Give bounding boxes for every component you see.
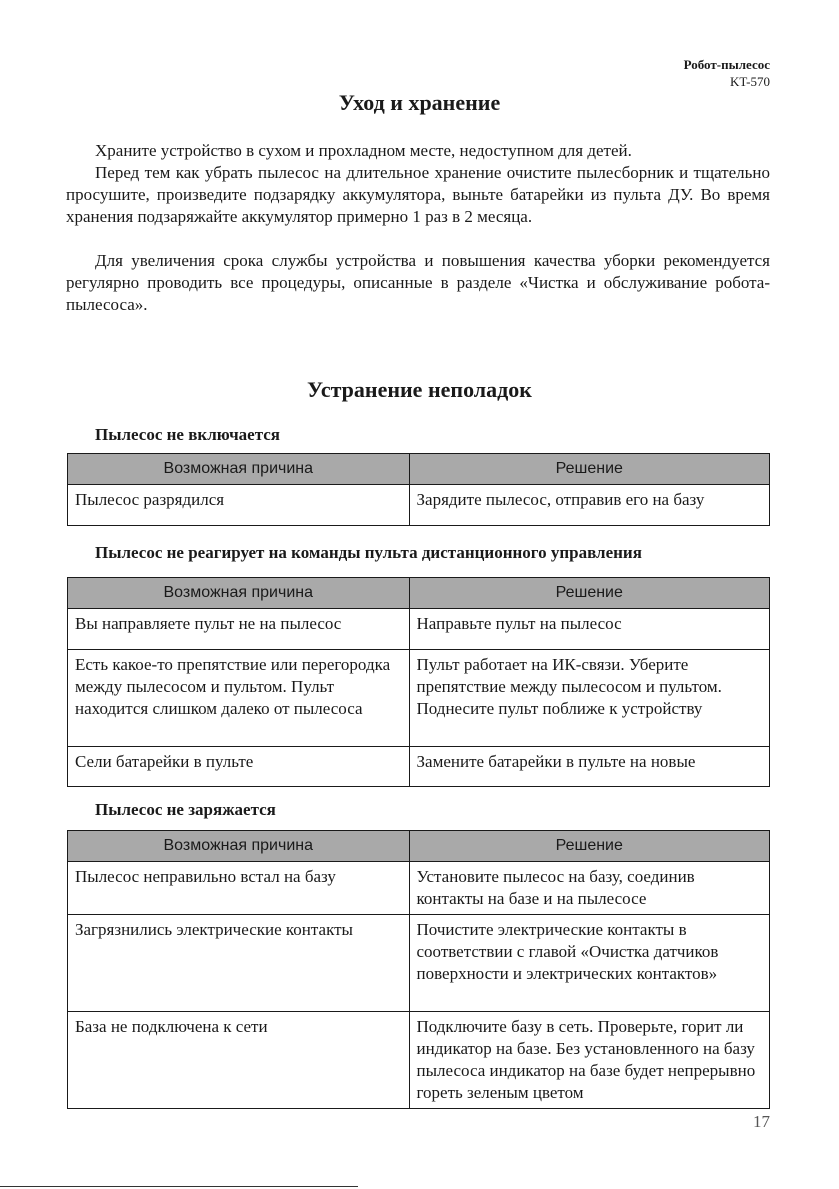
- cause-cell: Вы направляете пульт не на пылесос: [68, 609, 410, 650]
- table-header-row: [68, 578, 770, 609]
- table-remote: [67, 577, 770, 787]
- table-row: [68, 915, 770, 1012]
- column-header-cause: Возможная причина: [68, 454, 410, 485]
- column-header-cause: Возможная причина: [68, 831, 410, 862]
- running-header: [684, 56, 770, 90]
- solution-cell: Замените батарейки в пульте на новые: [409, 747, 769, 787]
- column-header-solution: Решение: [409, 831, 770, 862]
- solution-cell: Подключите базу в сеть. Проверьте, горит ли индикатор на базе. Без установленного на базу пылесоса индикатор на базе будет непрерывно гореть зеленым цветом: [409, 1012, 770, 1109]
- table-row: [68, 747, 770, 787]
- table-row: [68, 485, 770, 526]
- care-paragraph-2: Перед тем как убрать пылесос на длительное хранение очистите пылесборник и тщательно просушите, произведите подзарядку аккумулятора, выньте батарейки из пульта ДУ. Во время хранения подзаряжайте аккумулятор примерно 1 раз в 2 месяца.: [66, 163, 770, 226]
- cause-cell: Загрязнились электрические контакты: [68, 915, 410, 1012]
- solution-cell: Зарядите пылесос, отправив его на базу: [409, 485, 769, 526]
- table-no-power: [67, 453, 770, 526]
- section-heading-no-power: Пылесос не включается: [95, 425, 281, 444]
- column-header-solution: Решение: [409, 578, 769, 609]
- table-row: [68, 1012, 770, 1109]
- bottom-rule: [0, 1186, 358, 1187]
- solution-cell: Направьте пульт на пылесос: [409, 609, 769, 650]
- care-paragraph-1: Храните устройство в сухом и прохладном месте, недоступном для детей.: [95, 141, 632, 160]
- table-row: [68, 650, 770, 747]
- cause-cell: Пылесос разрядился: [68, 485, 410, 526]
- solution-cell: Пульт работает на ИК-связи. Уберите препятствие между пылесосом и пультом. Поднесите пульт поближе к устройству: [409, 650, 769, 747]
- section-heading-remote: Пылесос не реагирует на команды пульта дистанционного управления: [95, 543, 642, 562]
- cause-cell: Сели батарейки в пульте: [68, 747, 410, 787]
- table-not-charging: [67, 830, 770, 1109]
- cause-cell: База не подключена к сети: [68, 1012, 410, 1109]
- cause-cell: Пылесос неправильно встал на базу: [68, 862, 410, 915]
- care-title: Уход и хранение: [338, 90, 501, 115]
- care-paragraph-3: Для увеличения срока службы устройства и повышения качества уборки рекомендуется регулярно проводить все процедуры, описанные в разделе «Чистка и обслуживание робота-пылесоса».: [66, 251, 770, 314]
- solution-cell: Установите пылесос на базу, соединив контакты на базе и на пылесосе: [409, 862, 770, 915]
- column-header-solution: Решение: [409, 454, 769, 485]
- header-model: KT-570: [730, 74, 770, 89]
- page-number: 17: [753, 1112, 770, 1131]
- column-header-cause: Возможная причина: [68, 578, 410, 609]
- cause-cell: Есть какое-то препятствие или перегородка между пылесосом и пультом. Пульт находится слишком далеко от пылесоса: [68, 650, 410, 747]
- table-row: [68, 609, 770, 650]
- solution-cell: Почистите электрические контакты в соответствии с главой «Очистка датчиков поверхности и электрических контактов»: [409, 915, 770, 1012]
- table-row: [68, 862, 770, 915]
- troubleshooting-title: Устранение неполадок: [307, 377, 532, 402]
- section-heading-not-charging: Пылесос не заряжается: [95, 800, 276, 819]
- table-header-row: [68, 454, 770, 485]
- header-product: Робот-пылесос: [683, 57, 770, 72]
- table-header-row: [68, 831, 770, 862]
